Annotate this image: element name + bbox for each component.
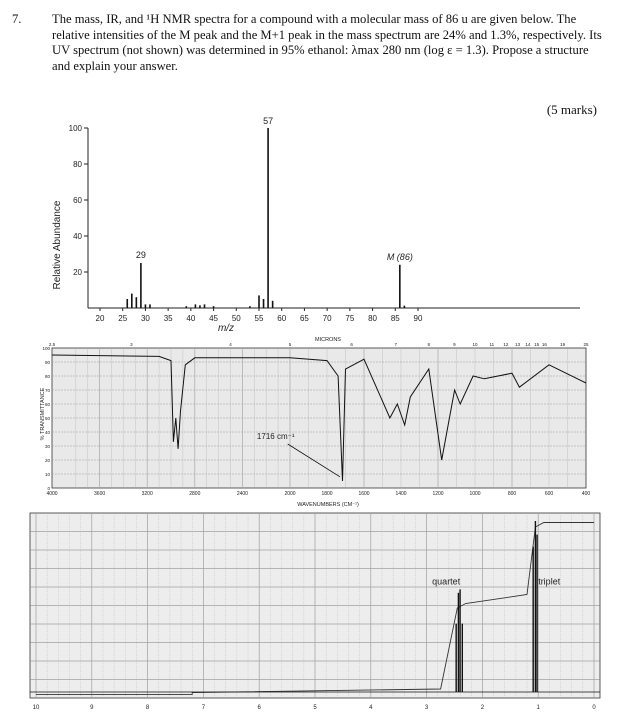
ir-micron-label: 10 xyxy=(472,342,478,347)
ir-micron-label: 6 xyxy=(350,342,353,347)
ir-micron-label: 7 xyxy=(394,342,397,347)
ms-label-molecular-ion: M (86) xyxy=(386,251,413,262)
ir-xtick-label: 2000 xyxy=(284,491,296,497)
ir-ytick-label: 30 xyxy=(44,444,50,449)
ir-ytick-label: 40 xyxy=(44,430,50,435)
nmr-xtick-label: 9 xyxy=(90,705,94,711)
ir-micron-label: 2.5 xyxy=(48,342,56,347)
ms-xlabel: m/z xyxy=(217,323,235,334)
nmr-xtick-label: 6 xyxy=(257,705,261,711)
ms-xtick-label: 50 xyxy=(231,314,241,323)
ir-xtick-label: 600 xyxy=(544,491,554,497)
nmr-xtick-label: 3 xyxy=(424,705,429,711)
ms-ytick-label: 100 xyxy=(68,124,82,133)
ms-xtick-label: 90 xyxy=(413,314,423,323)
question-block xyxy=(12,12,602,74)
ir-micron-label: 19 xyxy=(560,342,566,347)
ms-xtick-label: 45 xyxy=(209,314,219,323)
ir-micron-label: 12 xyxy=(503,342,509,347)
ir-xtick-label: 3600 xyxy=(94,491,106,497)
ir-xtick-label: 400 xyxy=(581,491,591,497)
ir-xtick-label: 2400 xyxy=(236,491,248,497)
ir-xtick-label: 1200 xyxy=(432,491,444,497)
ir-xtick-label: 1400 xyxy=(395,491,407,497)
nmr-xtick-label: 5 xyxy=(313,705,317,711)
ms-xtick-label: 75 xyxy=(345,314,355,323)
ir-micron-label: 11 xyxy=(489,342,495,347)
ir-micron-label: 4 xyxy=(229,342,232,347)
ir-xtick-label: 800 xyxy=(507,491,517,497)
ms-xtick-label: 35 xyxy=(163,314,173,323)
ms-ytick-label: 60 xyxy=(73,196,82,205)
ir-spectrum-chart xyxy=(38,334,591,510)
ms-label-base-peak: 57 xyxy=(263,116,274,126)
ir-ytick-label: 0 xyxy=(47,486,50,491)
nmr-xtick-label: 10 xyxy=(32,705,40,711)
ir-ytick-label: 50 xyxy=(44,416,50,421)
nmr-xtick-label: 7 xyxy=(201,705,206,711)
ir-ytick-label: 100 xyxy=(42,346,50,351)
ms-ytick-label: 20 xyxy=(73,268,82,277)
ms-xtick-label: 30 xyxy=(140,314,150,323)
ir-micron-label: 5 xyxy=(288,342,292,347)
ms-xtick-label: 25 xyxy=(118,314,128,323)
mass-spectrum-chart xyxy=(40,110,600,335)
ir-ytick-label: 20 xyxy=(44,458,50,463)
ir-micron-label: 13 xyxy=(515,342,521,347)
nmr-xtick-label: 2 xyxy=(480,705,485,711)
ir-annotation-1716: 1716 cm⁻¹ xyxy=(256,432,295,441)
ir-ytick-label: 80 xyxy=(44,374,50,379)
question-number: 7. xyxy=(12,12,22,26)
ir-xtick-label: 1000 xyxy=(469,491,481,497)
ir-top-label: MICRONS xyxy=(315,337,341,343)
marks-label: (5 marks) xyxy=(546,102,597,117)
ir-micron-label: 9 xyxy=(453,342,456,347)
ms-xtick-label: 55 xyxy=(254,314,264,323)
ms-xtick-label: 85 xyxy=(390,314,400,323)
ir-ytick-label: 70 xyxy=(44,388,50,393)
ms-xtick-label: 60 xyxy=(277,314,287,323)
ir-xtick-label: 1800 xyxy=(321,491,333,497)
ms-ylabel: Relative Abundance xyxy=(52,200,63,290)
nmr-spectrum-chart xyxy=(30,513,600,715)
ir-ytick-label: 60 xyxy=(44,402,50,407)
ir-ylabel: % TRANSMITTANCE xyxy=(40,387,46,441)
ms-label-29: 29 xyxy=(135,250,146,260)
nmr-xtick-label: 8 xyxy=(145,705,150,711)
ms-xtick-label: 20 xyxy=(95,314,105,323)
ms-xtick-label: 65 xyxy=(299,314,309,323)
nmr-xtick-label: 1 xyxy=(536,705,540,711)
ms-xtick-label: 80 xyxy=(368,314,378,323)
ir-micron-label: 25 xyxy=(583,342,589,347)
ir-micron-label: 15 xyxy=(534,342,540,347)
ir-xtick-label: 1600 xyxy=(358,491,370,497)
ms-xtick-label: 70 xyxy=(322,314,332,323)
ir-micron-label: 14 xyxy=(525,342,531,347)
ms-xtick-label: 40 xyxy=(186,314,196,323)
ir-micron-label: 8 xyxy=(427,342,431,347)
nmr-xtick-label: 0 xyxy=(592,705,596,711)
ir-ytick-label: 90 xyxy=(44,360,50,365)
ir-micron-label: 3 xyxy=(130,342,133,347)
ir-xtick-label: 3200 xyxy=(141,491,153,497)
ir-xlabel: WAVENUMBERS (CM⁻¹) xyxy=(297,502,359,508)
question-text: The mass, IR, and ¹H NMR spectra for a compound with a molecular mass of 86 u are given below. The relative intensities of the M peak and the M+1 peak in the mass spectrum are 24% and 1.3%, respectively. Its UV spectrum (not shown) was determined in 95% ethanol: λmax 280 nm (log ε = 1.3). Propose a structure and explain your answer. xyxy=(52,12,602,73)
nmr-xtick-label: 4 xyxy=(369,705,373,711)
ir-xtick-label: 4000 xyxy=(46,491,58,497)
ir-xtick-label: 2800 xyxy=(189,491,201,497)
nmr-label-triplet: triplet xyxy=(538,576,561,587)
ir-ytick-label: 10 xyxy=(44,472,50,477)
nmr-label-quartet: quartet xyxy=(432,576,461,587)
ms-ytick-label: 80 xyxy=(73,160,82,169)
ms-ytick-label: 40 xyxy=(73,232,82,241)
ir-micron-label: 16 xyxy=(541,342,547,347)
